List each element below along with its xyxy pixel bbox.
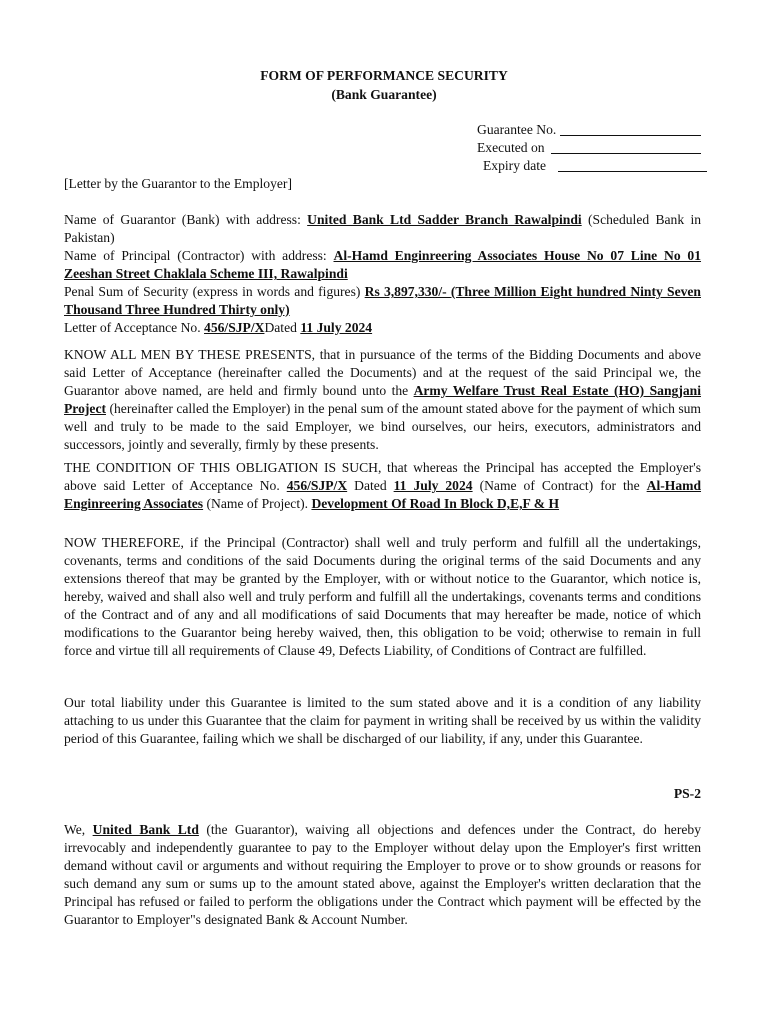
- penal-sum-line: [64, 283, 701, 319]
- executed-on-blank: [551, 153, 701, 154]
- know-text-2: (hereinafter called the Employer) in the penal sum of the amount stated above for the payment of which sum well and truly to be made to the said Employer, we bind ourselves, our heirs, executors, administrators and successors, jointly and severally, firmly by these presents.: [64, 401, 701, 452]
- we-guarantor-paragraph: [64, 821, 701, 929]
- guarantee-no-field: [477, 121, 701, 139]
- guarantee-no-blank: [560, 135, 701, 136]
- liability-paragraph: Our total liability under this Guarantee is limited to the sum stated above and it is a condition of any liability attaching to us under this Guarantee that the claim for payment in writing shall be received by us within the validity period of this Guarantee, failing which we shall be discharged of our liability, if any, under this Guarantee.: [64, 695, 701, 746]
- guarantor-label: Name of Guarantor (Bank) with address:: [64, 212, 301, 227]
- now-therefore-lead: NOW THEREFORE: [64, 535, 181, 550]
- form-subtitle: (Bank Guarantee): [331, 87, 437, 102]
- guarantor-line: [64, 211, 701, 247]
- letter-note: [Letter by the Guarantor to the Employer]: [64, 176, 292, 191]
- penal-sum-label: Penal Sum of Security (express in words and figures): [64, 284, 361, 299]
- loa-label: Letter of Acceptance No.: [64, 320, 201, 335]
- loa-dated-label: Dated: [264, 320, 297, 335]
- know-text-1: KNOW ALL MEN BY THESE PRESENTS, that in pursuance of the terms of the Bidding Documents and above said Letter of Acceptance (hereinafter called the Documents) and at the request of the said Principal we, the Guarantor above named, are held and firmly bound unto the: [64, 347, 701, 398]
- know-all-men-paragraph: [64, 346, 701, 454]
- executed-on-field: [477, 139, 701, 157]
- guarantor-name: United Bank Ltd Sadder Branch Rawalpindi: [307, 212, 582, 227]
- bank-name: United Bank Ltd: [92, 822, 199, 837]
- project-name: Development Of Road In Block D,E,F & H: [311, 496, 560, 511]
- loa-date: 11 July 2024: [300, 320, 373, 335]
- principal-label: Name of Principal (Contractor) with address:: [64, 248, 327, 263]
- now-therefore-paragraph: [64, 534, 701, 660]
- employer-name: Army Welfare Trust Real Estate (HO) Sangjani Project: [64, 383, 701, 416]
- penal-sum-value: Rs 3,897,330/- (Three Million Eight hundred Ninty Seven Thousand Three Hundred Thirty only): [64, 284, 701, 317]
- expiry-date-field: [477, 157, 707, 175]
- guarantor-suffix: (Scheduled Bank in Pakistan): [64, 212, 702, 245]
- condition-loa-number: 456/SJP/X: [286, 478, 348, 493]
- principal-line: [64, 247, 701, 283]
- condition-paragraph: [64, 459, 701, 513]
- condition-text-3: (Name of Project).: [206, 496, 309, 511]
- executed-on-label: Executed on: [477, 140, 545, 155]
- condition-text-1: THE CONDITION OF THIS OBLIGATION IS SUCH, that whereas the Principal has accepted the Employer's above said Letter of Acceptance No.: [64, 460, 701, 493]
- condition-dated-label: Dated: [354, 478, 387, 493]
- form-title: FORM OF PERFORMANCE SECURITY: [260, 68, 508, 83]
- condition-text-2: (Name of Contract) for the: [479, 478, 640, 493]
- expiry-date-blank: [558, 171, 707, 172]
- we-text-2: (the Guarantor), waiving all objections and defences under the Contract, do hereby irrevocably and independently guarantee to pay to the Employer without delay upon the Employer's first written demand without cavil or arguments and without requiring the Employer to prove or to show grounds or reasons for such demand any sum or sums up to the amount stated above, against the Employer's written declaration that the Principal has refused or failed to perform the obligations under the Contract which payment will be effected by the Guarantor to Employer"s designated Bank & Account Number.: [64, 822, 701, 927]
- condition-loa-date: 11 July 2024: [393, 478, 473, 493]
- principal-name: Al-Hamd Enginreering Associates House No 07 Line No 01 Zeeshan Street Chaklala Scheme III, Rawalpindi: [64, 248, 702, 281]
- expiry-date-label: Expiry date: [483, 158, 547, 173]
- loa-line: [64, 319, 701, 337]
- loa-number: 456/SJP/X: [204, 320, 265, 335]
- page-reference: PS-2: [673, 786, 701, 801]
- guarantee-no-label: Guarantee No.: [477, 122, 557, 137]
- now-therefore-text: , if the Principal (Contractor) shall well and truly perform and fulfill all the undertakings, covenants, terms and conditions of the said Documents during the original terms of the said Documents and any extensions thereof that may be granted by the Employer, with or without notice to the Guarantor, which notice is, hereby, waived and shall also well and truly perform and fulfill all the undertakings, covenants terms and conditions of the Contract and of any and all modifications of said Documents that may hereafter be made, notice of which modifications to the Guarantor being hereby waived, then, this obligation to be void; otherwise to remain in full force and virtue till all requirements of Clause 49, Defects Liability, of Conditions of Contract are fulfilled.: [64, 535, 701, 658]
- we-text-1: We,: [64, 822, 86, 837]
- contractor-name: Al-Hamd Enginreering Associates: [64, 478, 702, 511]
